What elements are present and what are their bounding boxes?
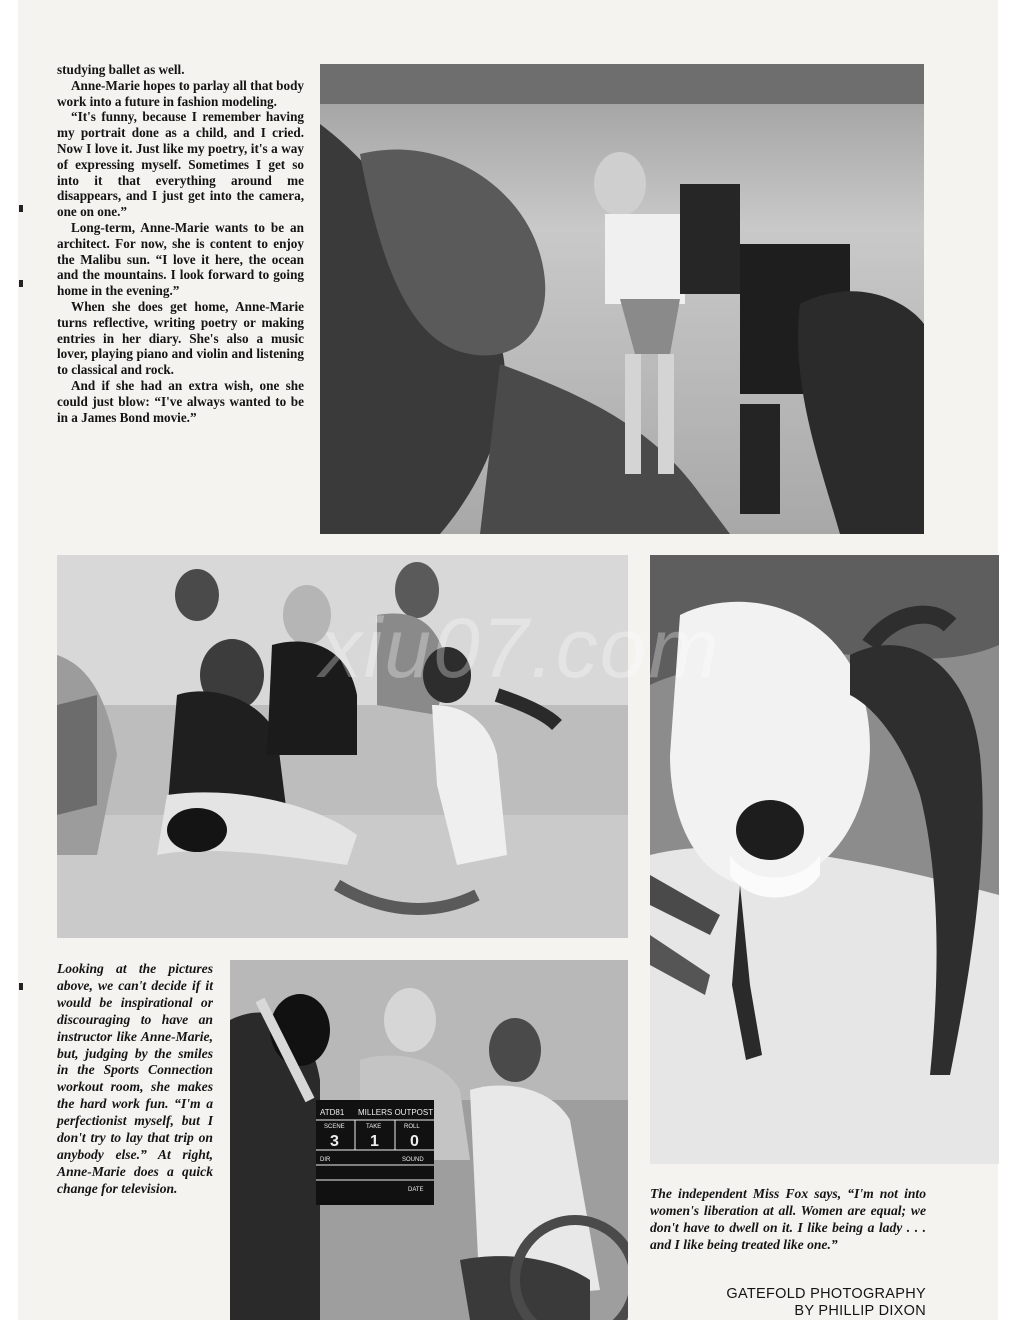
photo-credit-line: BY PHILLIP DIXON <box>794 1303 926 1319</box>
clapboard-take: 1 <box>370 1133 379 1150</box>
article-paragraph: When she does get home, Anne-Marie turns reflective, writing poetry or making entries in her diary. She's also a music lover, playing piano and violin and listening to classical and rock. <box>57 298 304 378</box>
photo-group-stretching <box>57 555 628 938</box>
page-right-margin <box>998 0 1020 1320</box>
photo-aerobics-class <box>320 64 924 534</box>
margin-mark <box>19 280 23 287</box>
clapboard-dir-label: DIR <box>320 1157 331 1163</box>
clapboard-date-label: DATE <box>408 1187 424 1193</box>
photo-beach-handstand <box>650 555 999 1164</box>
article-paragraph: Anne-Marie hopes to parlay all that body work into a future in fashion modeling. <box>57 77 304 109</box>
clapboard-roll: 0 <box>410 1133 419 1150</box>
clapboard-roll-label: ROLL <box>404 1124 420 1130</box>
clapboard-sound-label: SOUND <box>402 1157 424 1163</box>
photo-credit-line: GATEFOLD PHOTOGRAPHY <box>726 1286 926 1302</box>
article-body <box>57 62 304 425</box>
clapboard-scene: 3 <box>330 1133 339 1150</box>
article-paragraph: Long-term, Anne-Marie wants to be an architect. For now, she is content to enjoy the Malibu sun. “I love it here, the ocean and the mountains. I look forward to going home in the evening.” <box>57 219 304 299</box>
margin-mark <box>19 205 23 212</box>
clapboard-code: ATD81 <box>320 1108 345 1117</box>
clapboard-scene-label: SCENE <box>324 1124 345 1130</box>
watermark: xiu07.com <box>319 601 721 695</box>
article-paragraph: studying ballet as well. <box>57 62 185 77</box>
margin-mark <box>19 983 23 990</box>
article-paragraph: And if she had an extra wish, one she could just blow: “I've always wanted to be in a James Bond movie.” <box>57 377 304 425</box>
photo-clapboard-scene <box>230 960 628 1320</box>
caption-left: Looking at the pictures above, we can't decide if it would be inspirational or discouraging to have an instructor like Anne-Marie, but, judging by the smiles in the Sports Connection workout room, she makes the hard work fun. “I'm a perfectionist myself, but I don't try to lay that trip on anybody else.” At right, Anne-Marie does a quick change for television. <box>57 961 213 1196</box>
clapboard-title: MILLERS OUTPOST <box>358 1108 434 1117</box>
clapboard <box>316 1100 434 1205</box>
caption-right: The independent Miss Fox says, “I'm not into women's liberation at all. Women are equal; we don't have to dwell on it. I like being a lady . . . and I like being treated like one.” <box>650 1186 926 1252</box>
page-left-margin <box>0 0 18 1320</box>
clapboard-take-label: TAKE <box>366 1124 382 1130</box>
photo-credit <box>650 1286 926 1320</box>
article-paragraph: “It's funny, because I remember having my portrait done as a child, and I cried. Now I love it. Just like my poetry, it's a way of expressing myself. Sometimes I get so into it that everything around me disappears, and I just get into the camera, one on one.” <box>57 109 304 220</box>
